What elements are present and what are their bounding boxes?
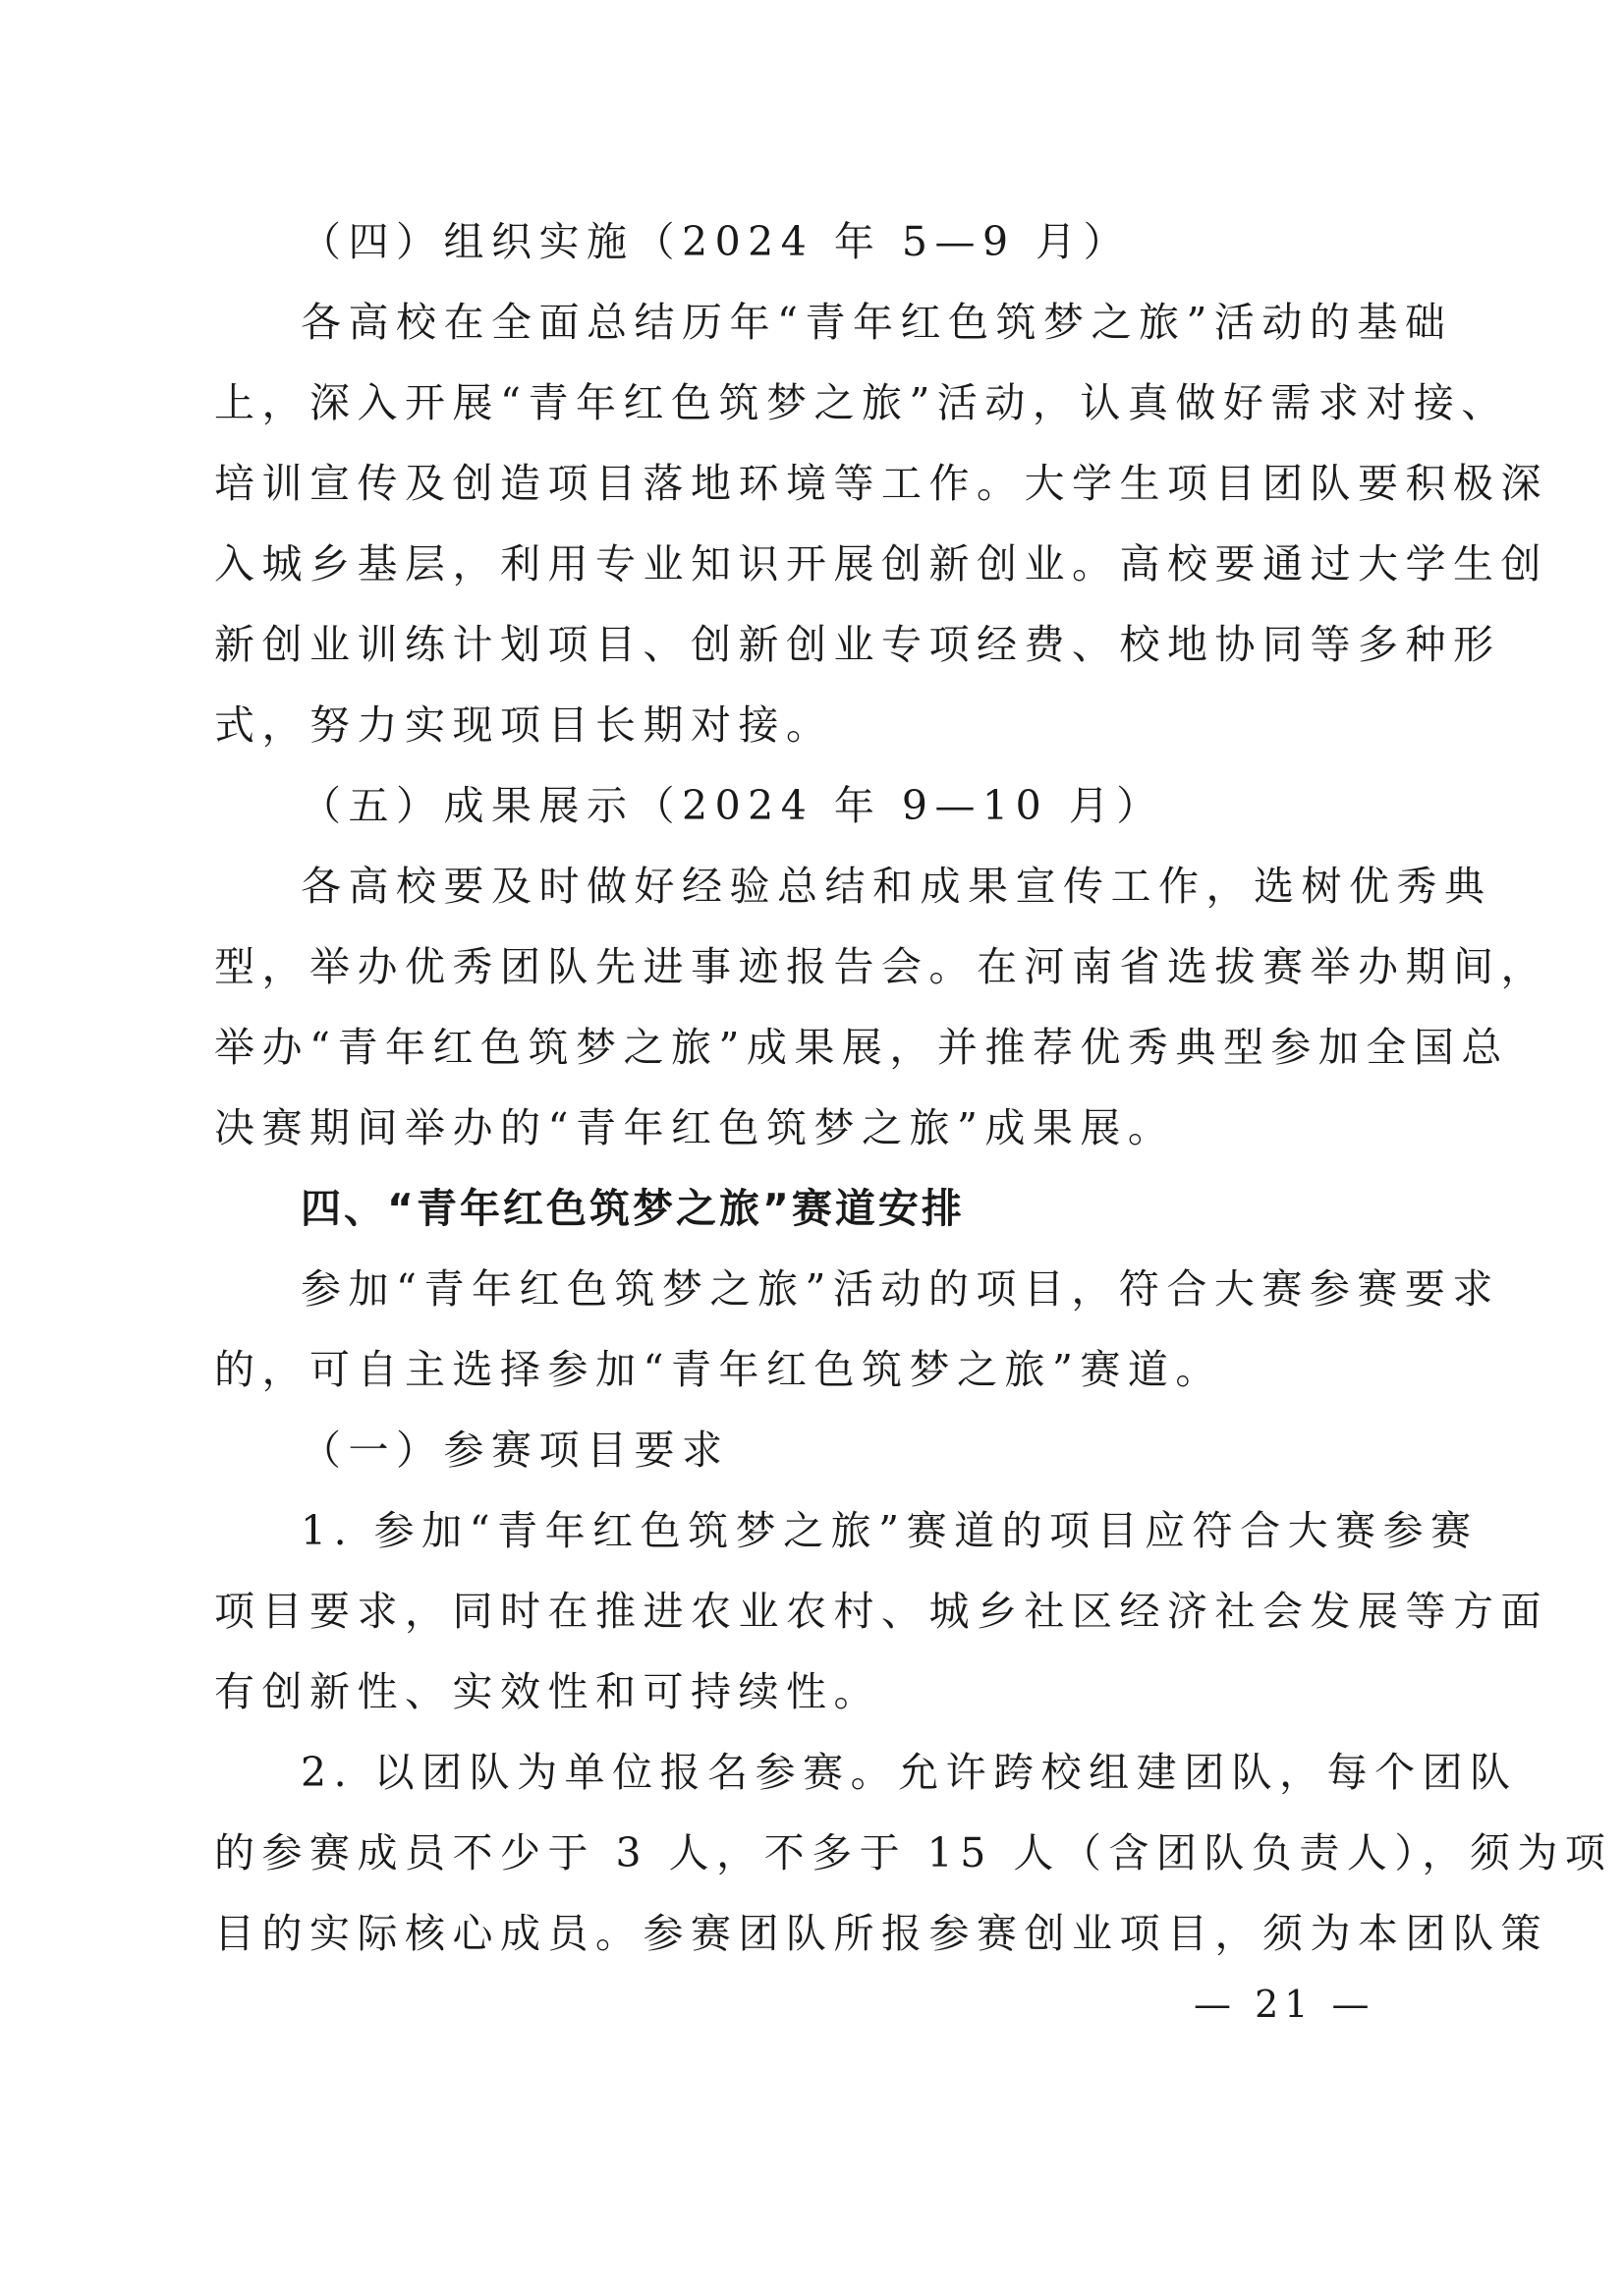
paragraph-line: 式，努力实现项目长期对接。 — [214, 701, 834, 749]
paragraph-line: 新创业训练计划项目、创新创业专项经费、校地协同等多种形 — [214, 621, 1501, 668]
section-heading-requirements: （一）参赛项目要求 — [301, 1427, 730, 1474]
page-number: — 21 — — [1194, 1983, 1375, 2026]
paragraph-line: 举办“青年红色筑梦之旅”成果展，并推荐优秀典型参加全国总 — [214, 1024, 1509, 1071]
section-heading-organize: （四）组织实施（2024 年 5—9 月） — [301, 218, 1132, 265]
paragraph-line: 培训宣传及创造项目落地环境等工作。大学生项目团队要积极深 — [214, 460, 1548, 507]
paragraph-line: 型，举办优秀团队先进事迹报告会。在河南省选拔赛举办期间， — [214, 943, 1548, 990]
paragraph-line: 的，可自主选择参加“青年红色筑梦之旅”赛道。 — [214, 1346, 1223, 1393]
paragraph-line: 上，深入开展“青年红色筑梦之旅”活动，认真做好需求对接、 — [214, 379, 1509, 426]
paragraph-line: 参加“青年红色筑梦之旅”活动的项目，符合大赛参赛要求 — [301, 1265, 1500, 1313]
chapter-heading-track: 四、“青年红色筑梦之旅”赛道安排 — [301, 1185, 965, 1232]
paragraph-line: 的参赛成员不少于 3 人，不多于 15 人（含团队负责人），须为项 — [214, 1829, 1613, 1876]
paragraph-line: 决赛期间举办的“青年红色筑梦之旅”成果展。 — [214, 1104, 1176, 1151]
document-body — [214, 201, 1613, 1974]
paragraph-line: 各高校要及时做好经验总结和成果宣传工作，选树优秀典 — [301, 863, 1492, 910]
paragraph-line: 入城乡基层，利用专业知识开展创新创业。高校要通过大学生创 — [214, 540, 1548, 588]
paragraph-line: 目的实际核心成员。参赛团队所报参赛创业项目，须为本团队策 — [214, 1910, 1548, 1957]
section-heading-results: （五）成果展示（2024 年 9—10 月） — [301, 782, 1164, 829]
paragraph-line: 各高校在全面总结历年“青年红色筑梦之旅”活动的基础 — [301, 299, 1453, 346]
paragraph-line: 有创新性、实效性和可持续性。 — [214, 1668, 881, 1715]
list-item-line: 2. 以团队为单位报名参赛。允许跨校组建团队，每个团队 — [301, 1749, 1518, 1796]
list-item-line: 1. 参加“青年红色筑梦之旅”赛道的项目应符合大赛参赛 — [301, 1507, 1479, 1554]
paragraph-line: 项目要求，同时在推进农业农村、城乡社区经济社会发展等方面 — [214, 1588, 1548, 1635]
